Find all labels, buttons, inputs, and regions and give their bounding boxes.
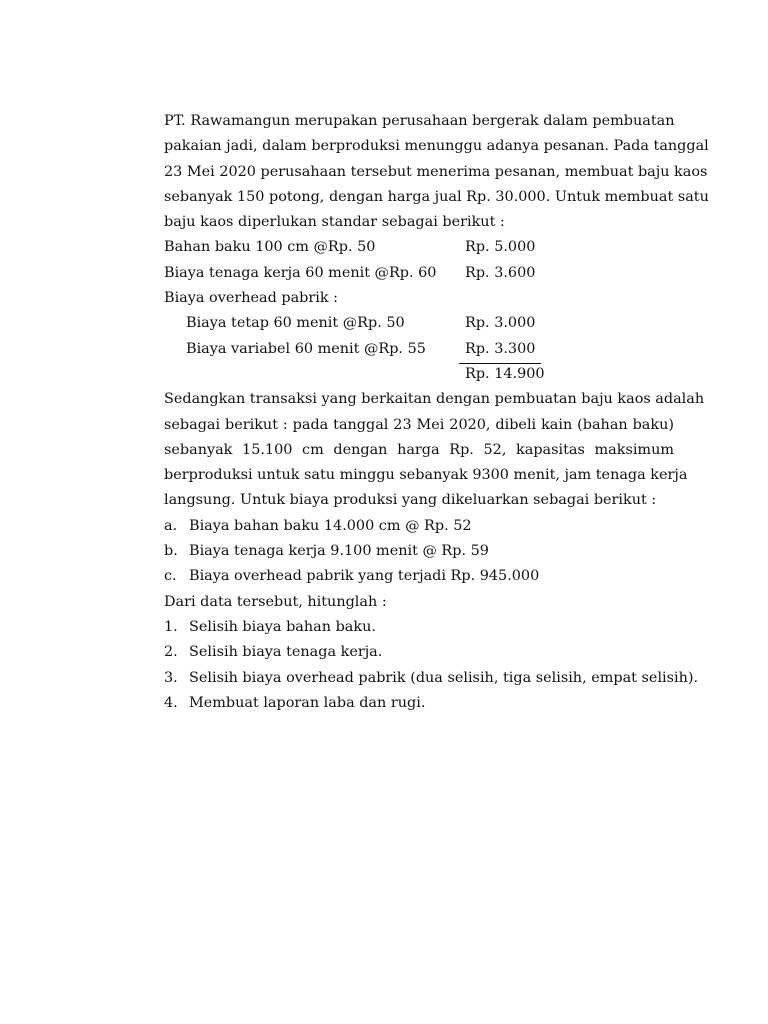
list-text: Selisih biaya bahan baku. (189, 618, 376, 635)
transactions-line: Sedangkan transaksi yang berkaitan dengan pembuatan baju kaos adalah (164, 391, 705, 408)
transactions-line: sebanyak 15.100 cm dengan harga Rp. 52, kapasitas maksimum (164, 441, 674, 458)
cost-label: Biaya tenaga kerja 60 menit @Rp. 60 (164, 264, 437, 281)
cost-amount: Rp. 3.000 (465, 315, 536, 332)
list-item (164, 640, 674, 665)
list-marker: c. (164, 568, 177, 585)
overhead-heading: Biaya overhead pabrik : (164, 290, 339, 307)
list-item (164, 691, 674, 716)
intro-line: 23 Mei 2020 perusahaan tersebut menerima pesanan, membuat baju kaos (164, 163, 708, 180)
list-text: Selisih biaya overhead pabrik (dua selisih, tiga selisih, empat selisih). (189, 669, 699, 686)
list-text: Biaya bahan baku 14.000 cm @ Rp. 52 (189, 517, 472, 534)
transactions-paragraph (164, 387, 705, 513)
transactions-line: sebagai berikut : pada tanggal 23 Mei 2020, dibeli kain (bahan baku) (164, 416, 674, 433)
list-text: Selisih biaya tenaga kerja. (189, 644, 383, 661)
transaction-list (164, 514, 674, 590)
cost-amount: Rp. 3.600 (465, 264, 536, 281)
list-marker: 2. (164, 644, 178, 661)
intro-line: PT. Rawamangun merupakan perusahaan bergerak dalam pembuatan (164, 113, 675, 129)
cost-total-row (164, 362, 674, 387)
transactions-line: berproduksi untuk satu minggu sebanyak 9300 menit, jam tenaga kerja (164, 467, 688, 484)
intro-line: baju kaos diperlukan standar sebagai berikut : (164, 214, 505, 231)
list-marker: 4. (164, 694, 178, 711)
cost-amount: Rp. 3.300 (465, 340, 536, 357)
list-item (164, 615, 674, 640)
cost-amount: Rp. 5.000 (465, 239, 536, 256)
cost-row-material (164, 235, 674, 260)
intro-paragraph (164, 109, 709, 235)
list-item (164, 539, 674, 564)
list-item (164, 514, 674, 539)
question-list (164, 615, 699, 716)
list-marker: b. (164, 543, 178, 560)
cost-label: Biaya variabel 60 menit @Rp. 55 (186, 340, 426, 357)
list-text: Membuat laporan laba dan rugi. (189, 694, 426, 711)
list-item (164, 666, 699, 691)
cost-row-variable-overhead (164, 337, 674, 362)
cost-label: Bahan baku 100 cm @Rp. 50 (164, 239, 376, 256)
questions-heading: Dari data tersebut, hitunglah : (164, 593, 387, 610)
standard-cost-table (164, 235, 674, 387)
list-marker: 3. (164, 669, 178, 686)
cost-row-fixed-overhead (164, 311, 674, 336)
intro-line: sebanyak 150 potong, dengan harga jual Rp. 30.000. Untuk membuat satu (164, 188, 709, 205)
cost-total-amount: Rp. 14.900 (465, 365, 545, 382)
intro-line: pakaian jadi, dalam berproduksi menunggu adanya pesanan. Pada tanggal (164, 138, 709, 155)
cost-label: Biaya tetap 60 menit @Rp. 50 (186, 315, 405, 332)
transactions-line: langsung. Untuk biaya produksi yang dikeluarkan sebagai berikut : (164, 492, 657, 509)
list-marker: 1. (164, 618, 178, 635)
list-text: Biaya overhead pabrik yang terjadi Rp. 945.000 (189, 568, 540, 585)
list-marker: a. (164, 517, 178, 534)
document-page (164, 109, 709, 716)
cost-row-labor (164, 261, 674, 286)
list-item (164, 564, 674, 589)
list-text: Biaya tenaga kerja 9.100 menit @ Rp. 59 (189, 543, 489, 560)
